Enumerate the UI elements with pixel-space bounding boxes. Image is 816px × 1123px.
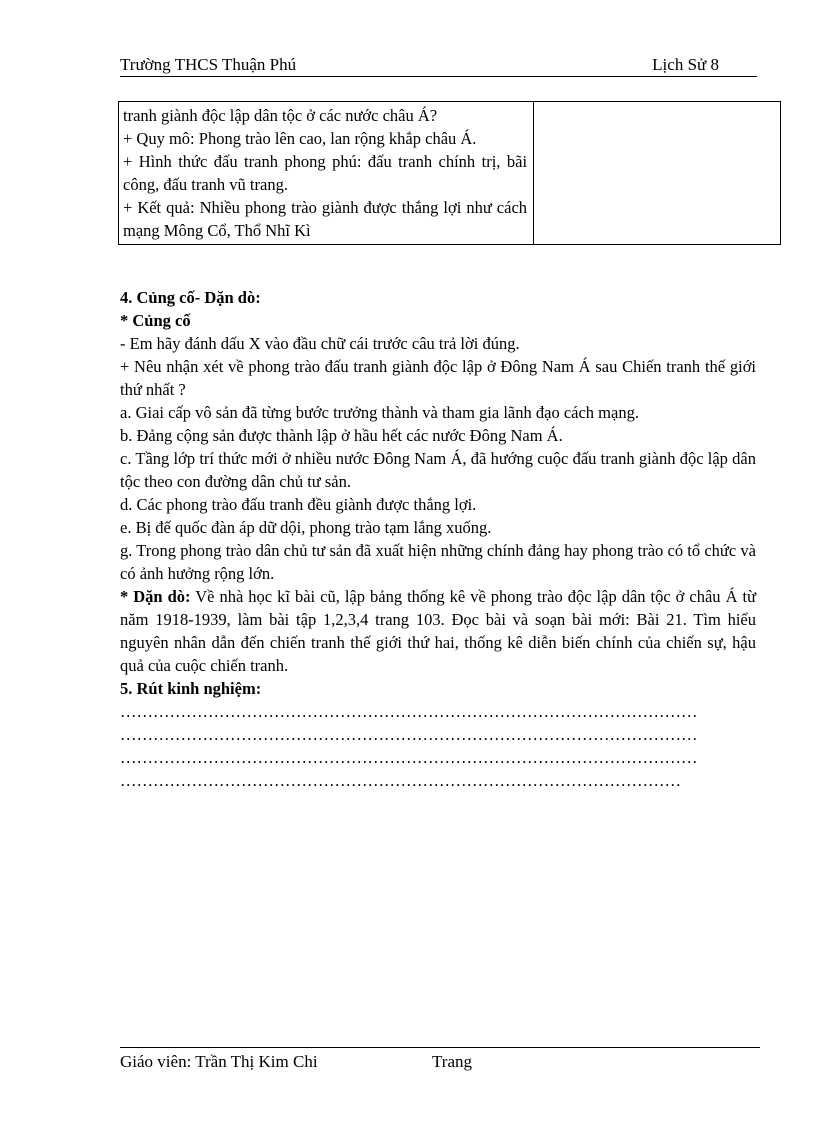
option-c: c. Tầng lớp trí thức mới ở nhiều nước Đông Nam Á, đã hướng cuộc đấu tranh giành độc lập dân tộc theo con đường dân chủ tư sản. [120, 449, 756, 491]
homework-text: Về nhà học kĩ bài cũ, lập bảng thống kê về phong trào độc lập dân tộc ở châu Á từ năm 1918-1939, làm bài tập 1,2,3,4 trang 103. Đọc bài và soạn bài mới: Bài 21. Tìm hiểu nguyên nhân dẫn đến chiến tranh thế giới thứ hai, thống kê diễn biến chính của chiến sự, hậu quả của cuộc chiến tranh. [120, 587, 757, 675]
homework-label: * Dặn dò: [120, 587, 191, 606]
dotted-line: …………………………………………………………………………………………… [120, 702, 698, 721]
option-b: b. Đảng cộng sản được thành lập ở hầu hết các nước Đông Nam Á. [120, 426, 563, 445]
teacher-name: Giáo viên: Trần Thị Kim Chi [120, 1052, 318, 1071]
document-body [120, 286, 756, 792]
question-text: + Nêu nhận xét về phong trào đấu tranh giành độc lập ở Đông Nam Á sau Chiến tranh thế giới thứ nhất ? [120, 357, 756, 399]
cell-text: + Hình thức đấu tranh phong phú: đấu tranh chính trị, bãi công, đấu tranh vũ trang. [123, 152, 528, 194]
dotted-line: …………………………………………………………………………………………… [120, 748, 698, 767]
option-g: g. Trong phong trào dân chủ tư sản đã xuất hiện những chính đảng hay phong trào có tổ chức và có ảnh hưởng rộng lớn. [120, 541, 756, 583]
subject-name: Lịch Sử 8 [652, 55, 719, 74]
page-footer [120, 1047, 760, 1071]
section4-heading: 4. Củng cố- Dặn dò: [120, 288, 261, 307]
page-label: Trang [432, 1052, 472, 1071]
dotted-line: ………………………………………………………………………………………… [120, 771, 681, 790]
section4-subheading: * Củng cố [120, 311, 191, 330]
instruction-text: - Em hãy đánh dấu X vào đầu chữ cái trước câu trả lời đúng. [120, 334, 520, 353]
dotted-line: …………………………………………………………………………………………… [120, 725, 698, 744]
table-row [119, 102, 781, 245]
section5-heading: 5. Rút kinh nghiệm: [120, 679, 262, 698]
table-cell-right [534, 102, 781, 245]
homework-paragraph [120, 585, 756, 677]
cell-text: + Kết quả: Nhiều phong trào giành được thắng lợi như cách mạng Mông Cổ, Thổ Nhĩ Kì [123, 198, 528, 240]
cell-text: + Quy mô: Phong trào lên cao, lan rộng khắp châu Á. [123, 129, 477, 148]
page-header [120, 52, 757, 77]
option-a: a. Giai cấp vô sản đã từng bước trưởng thành và tham gia lãnh đạo cách mạng. [120, 403, 639, 422]
content-table [118, 101, 781, 245]
cell-text: tranh giành độc lập dân tộc ở các nước châu Á? [123, 106, 438, 125]
option-d: d. Các phong trào đấu tranh đều giành được thắng lợi. [120, 495, 477, 514]
option-e: e. Bị đế quốc đàn áp dữ dội, phong trào tạm lắng xuống. [120, 518, 492, 537]
table-cell-left [119, 102, 534, 245]
school-name: Trường THCS Thuận Phú [120, 55, 297, 74]
